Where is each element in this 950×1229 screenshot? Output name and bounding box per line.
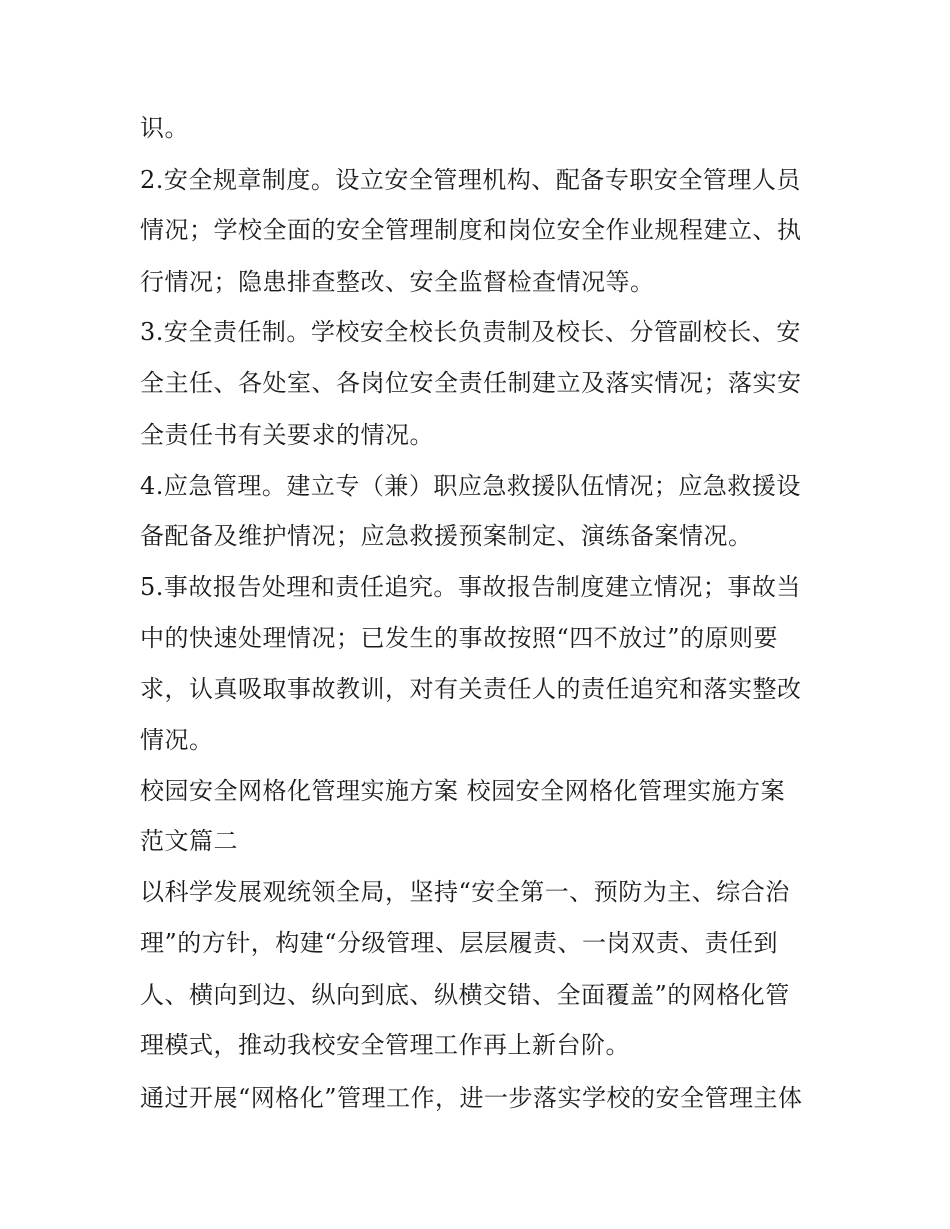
text-line: 理模式，推动我校安全管理工作再上新台阶。 (140, 1031, 630, 1059)
section-title: 范文篇二 (140, 827, 238, 855)
text-line: 5.事故报告处理和责任追究。事故报告制度建立情况；事故当 (140, 573, 801, 601)
text-line: 理”的方针，构建“分级管理、层层履责、一岗双责、责任到 (140, 929, 779, 957)
text-line: 3.安全责任制。学校安全校长负责制及校长、分管副校长、安 (140, 318, 801, 346)
text-line: 情况。 (140, 726, 214, 754)
text-line: 情况；学校全面的安全管理制度和岗位安全作业规程建立、执 (140, 216, 802, 244)
text-line: 4.应急管理。建立专（兼）职应急救援队伍情况；应急救援设 (140, 472, 801, 500)
text-line: 备配备及维护情况；应急救援预案制定、演练备案情况。 (140, 522, 753, 550)
text-line: 识。 (140, 114, 189, 142)
text-line: 人、横向到边、纵向到底、纵横交错、全面覆盖”的网格化管 (140, 981, 790, 1009)
text-line: 求，认真吸取事故教训，对有关责任人的责任追究和落实整改 (140, 675, 802, 703)
text-line: 以科学发展观统领全局，坚持“安全第一、预防为主、综合治 (140, 878, 790, 906)
text-line: 全责任书有关要求的情况。 (140, 421, 434, 449)
section-title: 校园安全网格化管理实施方案 校园安全网格化管理实施方案 (140, 777, 786, 805)
text-line: 全主任、各处室、各岗位安全责任制建立及落实情况；落实安 (140, 369, 802, 397)
text-line: 行情况；隐患排查整改、安全监督检查情况等。 (140, 268, 655, 296)
text-line: 通过开展“网格化”管理工作，进一步落实学校的安全管理主体 (140, 1084, 803, 1112)
text-line: 2.安全规章制度。设立安全管理机构、配备专职安全管理人员 (140, 166, 801, 194)
text-line: 中的快速处理情况；已发生的事故按照“四不放过”的原则要 (140, 624, 779, 652)
